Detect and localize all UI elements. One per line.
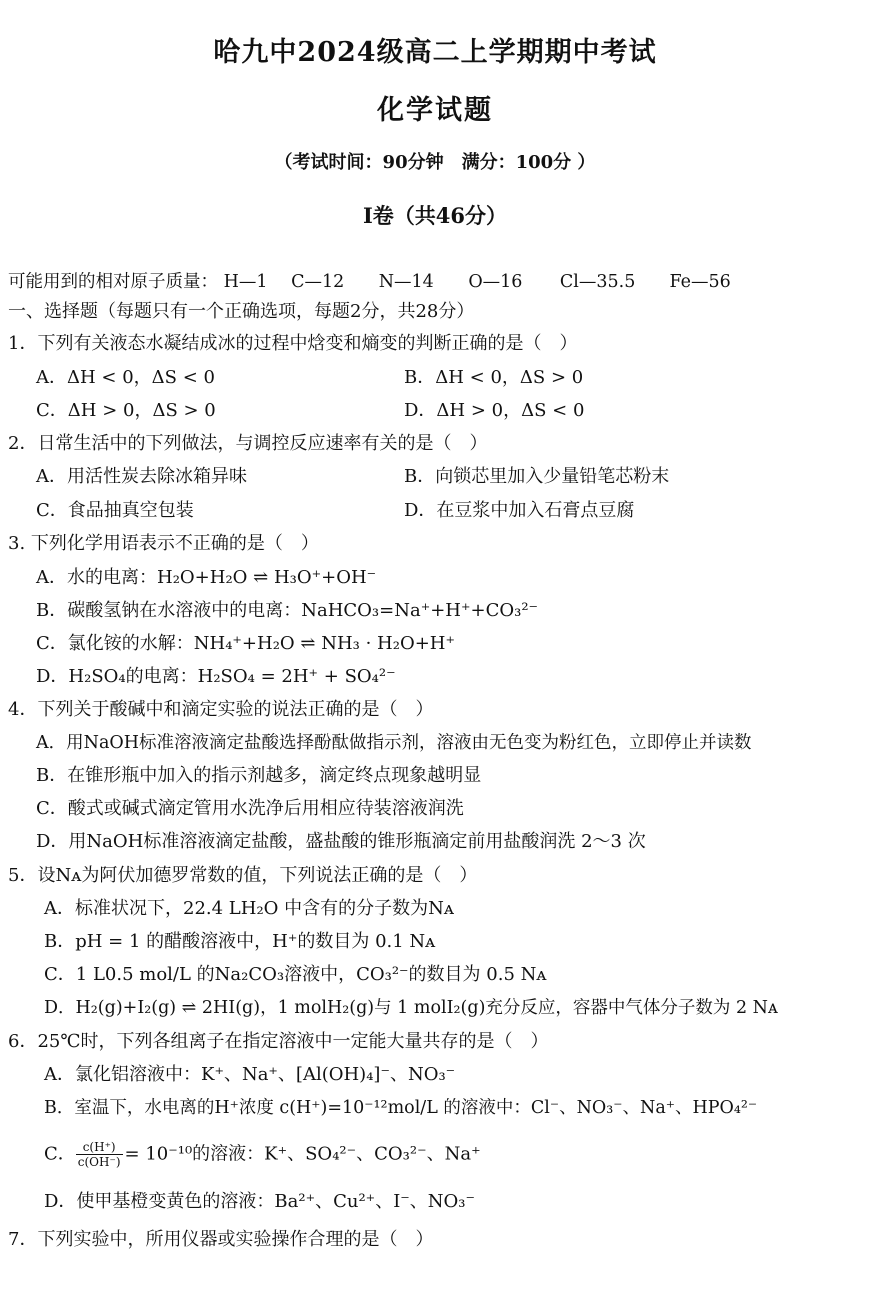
q1-option-d: D．ΔH > 0，ΔS < 0 [404, 400, 585, 421]
q1-option-b: B．ΔH < 0，ΔS > 0 [404, 367, 584, 388]
q5-option-b: B．pH = 1 的醋酸溶液中，H⁺的数目为 0.1 Nᴀ [44, 931, 436, 952]
q4-option-a: A．用NaOH标准溶液滴定盐酸选择酚酞做指示剂，溶液由无色变为粉红色，立即停止并读数 [36, 733, 752, 753]
atomic-masses-label: 可能用到的相对原子质量： [8, 272, 218, 292]
q2-option-c: C．食品抽真空包装 [36, 500, 194, 521]
question-6-stem: 6．25℃时，下列各组离子在指定溶液中一定能大量共存的是（ ） [8, 1031, 549, 1052]
q2-option-b: B．向锁芯里加入少量铅笔芯粉末 [404, 466, 670, 487]
q6-option-c-rest: = 10⁻¹⁰的溶液：K⁺、SO₄²⁻、CO₃²⁻、Na⁺ [124, 1143, 481, 1165]
q1-option-a: A．ΔH < 0，ΔS < 0 [36, 367, 215, 388]
q1-option-c: C．ΔH > 0，ΔS > 0 [36, 400, 216, 421]
concentration-ratio-fraction [76, 1140, 123, 1169]
exam-info: （考试时间：90分钟 满分：100分 ） [274, 152, 596, 173]
q4-option-d: D．用NaOH标准溶液滴定盐酸，盛盐酸的锥形瓶滴定前用盐酸润洗 2～3 次 [36, 831, 646, 852]
q3-option-b: B．碳酸氢钠在水溶液中的电离：NaHCO₃=Na⁺+H⁺+CO₃²⁻ [36, 600, 539, 621]
question-4-stem: 4．下列关于酸碱中和滴定实验的说法正确的是（ ） [8, 699, 434, 720]
q5-option-a: A．标准状况下，22.4 LH₂O 中含有的分子数为Nᴀ [44, 898, 455, 919]
question-5-stem: 5．设Nᴀ为阿伏加德罗常数的值，下列说法正确的是（ ） [8, 865, 478, 886]
fraction-numerator: c(H⁺) [76, 1140, 123, 1155]
atomic-mass-item: O—16 [468, 272, 523, 292]
q4-option-b: B．在锥形瓶中加入的指示剂越多，滴定终点现象越明显 [36, 765, 482, 786]
q6-option-c-prefix: C． [44, 1143, 76, 1165]
q2-option-d: D．在豆浆中加入石膏点豆腐 [404, 500, 635, 521]
atomic-mass-item: Cl—35.5 [559, 272, 636, 292]
section-heading: 一、选择题（每题只有一个正确选项，每题2分，共28分） [8, 301, 475, 322]
question-2-stem: 2．日常生活中的下列做法，与调控反应速率有关的是（ ） [8, 433, 488, 454]
atomic-masses-line [8, 270, 768, 294]
atomic-mass-item: Fe—56 [669, 272, 731, 292]
question-7-stem: 7．下列实验中，所用仪器或实验操作合理的是（ ） [8, 1229, 434, 1250]
atomic-mass-item: C—12 [291, 272, 345, 292]
q6-option-a: A．氯化铝溶液中：K⁺、Na⁺、[Al(OH)₄]⁻、NO₃⁻ [44, 1064, 456, 1085]
q5-option-c: C．1 L0.5 mol/L 的Na₂CO₃溶液中，CO₃²⁻的数目为 0.5 Nᴀ [44, 964, 547, 985]
q2-option-a: A．用活性炭去除冰箱异味 [36, 466, 247, 487]
fraction-denominator: c(OH⁻) [77, 1155, 121, 1169]
q4-option-c: C．酸式或碱式滴定管用水洗净后用相应待装溶液润洗 [36, 798, 464, 819]
volume-title: I卷（共46分） [362, 203, 508, 228]
q5-option-d: D．H₂(g)+I₂(g) ⇌ 2HI(g)，1 molH₂(g)与 1 molI₂(g)充分反应，容器中气体分子数为 2 Nᴀ [44, 998, 778, 1018]
atomic-mass-item: N—14 [378, 272, 434, 292]
q6-option-b: B．室温下，水电离的H⁺浓度 c(H⁺)=10⁻¹²mol/L 的溶液中：Cl⁻、NO₃⁻、Na⁺、HPO₄²⁻ [44, 1098, 758, 1118]
q3-option-c: C．氯化铵的水解：NH₄⁺+H₂O ⇌ NH₃ · H₂O+H⁺ [36, 633, 455, 654]
q6-option-d: D．使甲基橙变黄色的溶液：Ba²⁺、Cu²⁺、I⁻、NO₃⁻ [44, 1191, 476, 1212]
atomic-mass-item: H—1 [223, 272, 268, 292]
subject-title: 化学试题 [377, 95, 493, 126]
question-1-stem: 1．下列有关液态水凝结成冰的过程中焓变和熵变的判断正确的是（ ） [8, 333, 578, 354]
exam-title: 哈九中2024级高二上学期期中考试 [213, 37, 657, 68]
question-3-stem: 3. 下列化学用语表示不正确的是（ ） [8, 533, 319, 554]
q3-option-d: D．H₂SO₄的电离：H₂SO₄ = 2H⁺ + SO₄²⁻ [36, 666, 396, 687]
q3-option-a: A．水的电离：H₂O+H₂O ⇌ H₃O⁺+OH⁻ [36, 567, 377, 588]
q6-option-c [44, 1140, 481, 1169]
